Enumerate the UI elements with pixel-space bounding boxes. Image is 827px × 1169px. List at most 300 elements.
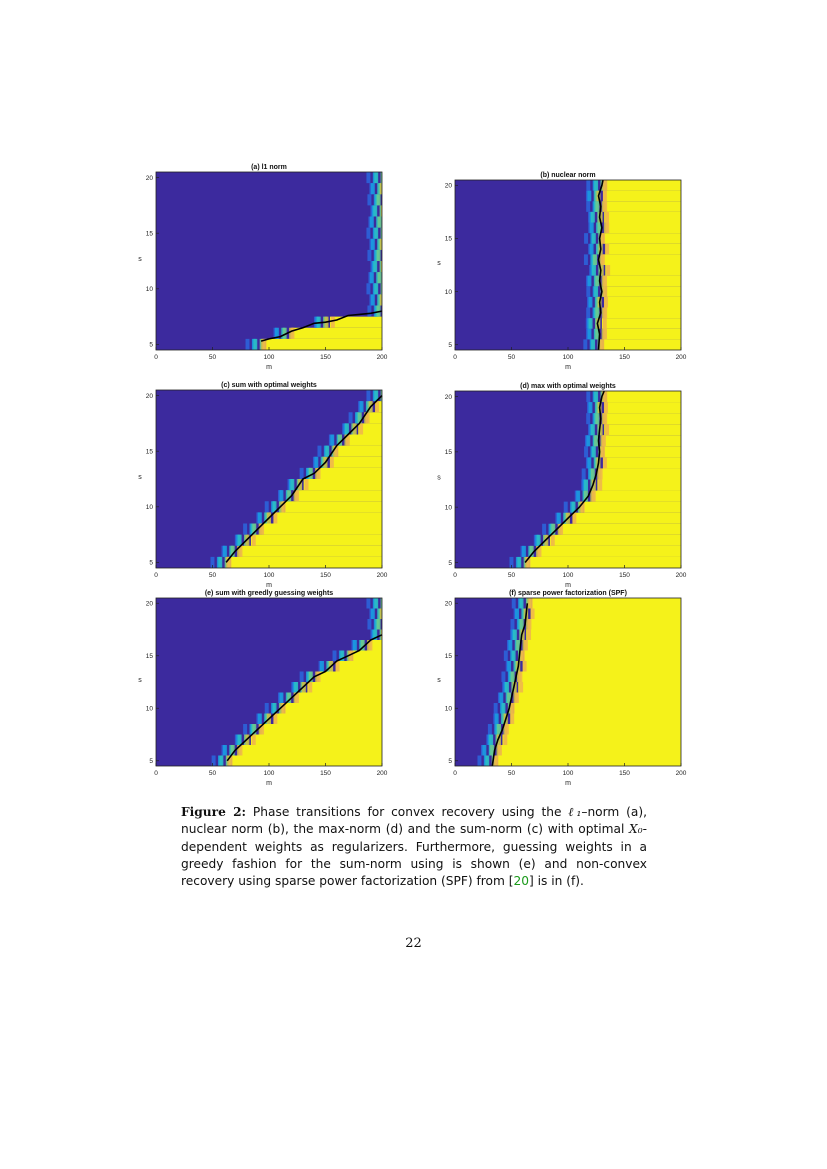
heatmap-cell-transition bbox=[586, 435, 590, 446]
heatmap-cell-transition bbox=[503, 735, 507, 746]
heatmap-cell-transition bbox=[542, 524, 546, 535]
heatmap-cell-high bbox=[605, 308, 681, 319]
heatmap-cell-transition bbox=[551, 535, 555, 546]
x-tick-label: 100 bbox=[562, 354, 574, 361]
heatmap-cell-transition bbox=[587, 457, 591, 468]
chart-b bbox=[437, 172, 687, 371]
heatmap-cell-transition bbox=[527, 630, 531, 641]
heatmap-cell-high bbox=[573, 513, 681, 524]
y-tick-label: 10 bbox=[145, 504, 153, 512]
heatmap-cell-transition bbox=[507, 661, 511, 672]
heatmap-cell-transition bbox=[246, 339, 250, 350]
heatmap-cell-high bbox=[330, 457, 382, 468]
x-tick-label: 50 bbox=[208, 770, 217, 777]
heatmap-cell-transition bbox=[243, 524, 247, 535]
heatmap-cell-transition bbox=[366, 390, 370, 401]
heatmap-cell-transition bbox=[584, 254, 588, 265]
heatmap-cell-high bbox=[601, 468, 681, 479]
heatmap-cell-transition bbox=[367, 194, 371, 205]
chart-title: (f) sparse power factorization (SPF) bbox=[509, 590, 627, 597]
heatmap-cell-transition bbox=[499, 693, 503, 704]
y-tick-label: 15 bbox=[145, 448, 153, 456]
heatmap-cell-transition bbox=[374, 283, 378, 294]
heatmap-cell-transition bbox=[604, 297, 608, 308]
heatmap-cell-transition bbox=[366, 598, 370, 609]
heatmap-cell-transition bbox=[488, 724, 492, 735]
x-tick-label: 100 bbox=[562, 572, 574, 579]
x-tick-label: 0 bbox=[154, 770, 158, 777]
heatmap-cell-high bbox=[262, 524, 382, 535]
heatmap-cell-transition bbox=[290, 328, 294, 339]
heatmap-cell-high bbox=[605, 265, 681, 276]
heatmap-cell-transition bbox=[601, 446, 605, 457]
heatmap-cell-transition bbox=[223, 546, 227, 557]
heatmap-cell-transition bbox=[586, 391, 590, 402]
heatmap-cell-transition bbox=[602, 435, 606, 446]
x-tick-label: 100 bbox=[263, 770, 275, 777]
caption-text-3: -dependent weights as regularizers. Furthermore, guessing weights in a greedy fashion for the sum-norm using is shown (e) and non-convex recovery using sparse power factorization (SPF) from [ bbox=[181, 822, 647, 889]
y-axis-label: s bbox=[437, 474, 441, 482]
heatmap-cell-transition bbox=[520, 619, 524, 630]
heatmap-cell-transition bbox=[595, 308, 599, 319]
heatmap-cell-transition bbox=[594, 435, 598, 446]
heatmap-cell-high bbox=[336, 661, 382, 672]
heatmap-cell-high bbox=[593, 491, 681, 502]
heatmap-cell-transition bbox=[377, 619, 381, 630]
heatmap-cell-transition bbox=[505, 682, 509, 693]
heatmap-cell-transition bbox=[353, 640, 357, 651]
y-tick-label: 20 bbox=[145, 600, 153, 608]
heatmap-cell-transition bbox=[605, 424, 609, 435]
heatmap-cell-high bbox=[604, 424, 681, 435]
heatmap-cell-high bbox=[319, 672, 382, 683]
heatmap-cell-transition bbox=[587, 276, 591, 287]
y-axis-label: s bbox=[138, 256, 142, 263]
heatmap-cell-high bbox=[296, 693, 382, 704]
y-tick-label: 5 bbox=[448, 559, 452, 567]
heatmap-cell-transition bbox=[519, 682, 523, 693]
heatmap-cell-transition bbox=[366, 283, 370, 294]
heatmap-cell-high bbox=[285, 703, 382, 714]
heatmap-cell-transition bbox=[603, 276, 607, 287]
heatmap-cell-transition bbox=[253, 339, 257, 350]
y-tick-label: 5 bbox=[149, 559, 153, 567]
x-tick-label: 0 bbox=[453, 354, 457, 361]
heatmap-cell-transition bbox=[518, 672, 522, 683]
page-number: 22 bbox=[405, 936, 422, 951]
heatmap-cell-transition bbox=[586, 413, 590, 424]
heatmap-cell-transition bbox=[592, 446, 596, 457]
heatmap-cell-transition bbox=[527, 619, 531, 630]
heatmap-cell-transition bbox=[504, 651, 508, 662]
heatmap-cell-transition bbox=[594, 391, 598, 402]
x-tick-label: 200 bbox=[376, 770, 388, 777]
x-axis-label: m bbox=[266, 364, 272, 371]
heatmap-cell-transition bbox=[606, 265, 610, 276]
heatmap-cell-transition bbox=[603, 180, 607, 191]
heatmap-cell-transition bbox=[498, 745, 502, 756]
heatmap-cell-transition bbox=[360, 401, 364, 412]
heatmap-cell-transition bbox=[513, 630, 517, 641]
x-tick-label: 50 bbox=[208, 572, 217, 579]
heatmap-cell-transition bbox=[370, 272, 374, 283]
heatmap-cell-transition bbox=[603, 191, 607, 202]
heatmap-cell-high bbox=[604, 297, 681, 308]
chart-title: (c) sum with optimal weights bbox=[221, 382, 317, 389]
heatmap-cell-transition bbox=[603, 286, 607, 297]
y-tick-label: 5 bbox=[448, 341, 452, 349]
x-tick-label: 0 bbox=[453, 572, 457, 579]
heatmap-cell-high bbox=[604, 329, 681, 340]
y-tick-label: 20 bbox=[444, 182, 452, 190]
heatmap-cell-high bbox=[602, 318, 681, 329]
heatmap-cell-transition bbox=[586, 308, 590, 319]
heatmap-cell-transition bbox=[511, 672, 515, 683]
x-axis-label: m bbox=[565, 780, 571, 787]
heatmap-cell-transition bbox=[330, 457, 334, 468]
heatmap-cell-transition bbox=[599, 468, 603, 479]
y-tick-label: 15 bbox=[145, 653, 153, 661]
heatmap-cell-transition bbox=[605, 212, 609, 223]
x-axis-label: m bbox=[266, 780, 272, 787]
heatmap-cell-transition bbox=[511, 703, 515, 714]
heatmap-cell-transition bbox=[591, 339, 595, 350]
heatmap-cell-transition bbox=[366, 228, 370, 239]
heatmap-cell-transition bbox=[601, 254, 605, 265]
chart-title: (a) l1 norm bbox=[251, 164, 287, 171]
heatmap-cell-transition bbox=[320, 661, 324, 672]
chart-title: (e) sum with greedly guessing weights bbox=[204, 590, 334, 597]
heatmap-cell-transition bbox=[371, 183, 375, 194]
chart-c bbox=[138, 382, 388, 589]
heatmap-cell-transition bbox=[314, 457, 318, 468]
heatmap-cell-transition bbox=[309, 468, 313, 479]
y-tick-label: 20 bbox=[145, 392, 153, 400]
heatmap-cell-transition bbox=[258, 512, 262, 523]
caption-text-2: –norm (a), nuclear norm (b), the max-norm (d) and the sum-norm (c) with optimal bbox=[181, 805, 648, 837]
x-tick-label: 0 bbox=[154, 572, 158, 579]
heatmap-cell-high bbox=[516, 693, 681, 704]
caption-math-x0: X₀ bbox=[629, 822, 643, 837]
heatmap-cell-transition bbox=[510, 714, 514, 725]
heatmap-cell-transition bbox=[589, 318, 593, 329]
heatmap-cell-high bbox=[605, 244, 681, 255]
heatmap-cell-high bbox=[532, 598, 681, 609]
chart-d bbox=[437, 383, 687, 589]
heatmap-cell-transition bbox=[265, 501, 269, 512]
heatmap-cell-high bbox=[251, 735, 382, 746]
heatmap-cell-high bbox=[232, 756, 382, 767]
heatmap-cell-transition bbox=[366, 172, 370, 183]
heatmap-cell-transition bbox=[524, 640, 528, 651]
y-tick-label: 10 bbox=[145, 705, 153, 713]
heatmap-cell-transition bbox=[325, 446, 329, 457]
heatmap-cell-transition bbox=[243, 724, 247, 735]
heatmap-cell-transition bbox=[330, 435, 334, 446]
heatmap-cell-high bbox=[510, 714, 681, 725]
y-tick-label: 5 bbox=[149, 758, 153, 766]
heatmap-cell-transition bbox=[529, 598, 533, 609]
heatmap-cell-transition bbox=[294, 682, 298, 693]
y-tick-label: 5 bbox=[448, 758, 452, 766]
x-tick-label: 150 bbox=[619, 770, 630, 777]
heatmap-cell-transition bbox=[258, 714, 262, 725]
heatmap-cell-transition bbox=[603, 201, 607, 212]
heatmap-cell-transition bbox=[374, 598, 378, 609]
y-tick-label: 15 bbox=[444, 449, 452, 457]
chart-f bbox=[437, 590, 687, 787]
heatmap-cell-transition bbox=[371, 239, 375, 250]
heatmap-cell-high bbox=[605, 413, 681, 424]
heatmap-cell-high bbox=[604, 402, 681, 413]
heatmap-cell-transition bbox=[593, 254, 597, 265]
heatmap-cell-high bbox=[262, 724, 382, 735]
x-tick-label: 50 bbox=[208, 354, 217, 361]
heatmap-cell-transition bbox=[367, 306, 371, 317]
heatmap-cell-transition bbox=[279, 490, 283, 501]
heatmap-cell-transition bbox=[594, 180, 598, 191]
heatmap-cell-transition bbox=[517, 557, 521, 568]
heatmap-cell-high bbox=[603, 191, 681, 202]
heatmap-cell-transition bbox=[377, 250, 381, 261]
x-axis-label: m bbox=[565, 364, 571, 371]
x-tick-label: 100 bbox=[263, 354, 275, 361]
heatmap-cell-transition bbox=[601, 233, 605, 244]
caption-text-4: ] is in (f). bbox=[529, 874, 584, 889]
heatmap-cell-transition bbox=[295, 490, 299, 501]
heatmap-cell-transition bbox=[477, 756, 481, 767]
heatmap-cell-high bbox=[231, 557, 382, 568]
heatmap-cell-transition bbox=[595, 276, 599, 287]
x-tick-label: 200 bbox=[675, 354, 687, 361]
heatmap-cell-high bbox=[240, 745, 382, 756]
heatmap-cell-transition bbox=[537, 535, 541, 546]
chart-e bbox=[138, 590, 388, 787]
heatmap-cell-transition bbox=[359, 423, 363, 434]
x-tick-label: 200 bbox=[675, 770, 687, 777]
heatmap-cell-transition bbox=[305, 479, 309, 490]
y-tick-label: 20 bbox=[145, 174, 153, 182]
heatmap-cell-high bbox=[368, 412, 382, 423]
heatmap-cell-transition bbox=[495, 714, 499, 725]
heatmap-cell-transition bbox=[219, 756, 223, 767]
heatmap-cell-high bbox=[240, 546, 382, 557]
heatmap-cell-high bbox=[498, 756, 681, 767]
x-tick-label: 200 bbox=[675, 572, 687, 579]
heatmap-cell-high bbox=[523, 661, 681, 672]
heatmap-cell-transition bbox=[591, 424, 595, 435]
heatmap-cell-transition bbox=[586, 180, 590, 191]
heatmap-cell-high bbox=[603, 339, 681, 350]
heatmap-cell-transition bbox=[371, 609, 375, 620]
heatmap-cell-transition bbox=[595, 201, 599, 212]
heatmap-cell-transition bbox=[531, 609, 535, 620]
heatmap-cell-transition bbox=[603, 308, 607, 319]
heatmap-cell-high bbox=[603, 435, 681, 446]
x-tick-label: 0 bbox=[453, 770, 457, 777]
heatmap-cell-transition bbox=[252, 735, 256, 746]
heatmap-cell-transition bbox=[308, 682, 312, 693]
x-tick-label: 200 bbox=[376, 354, 388, 361]
heatmap-cell-high bbox=[603, 457, 681, 468]
heatmap-cell-high bbox=[507, 724, 681, 735]
heatmap-cell-transition bbox=[505, 724, 509, 735]
heatmap-cell-high bbox=[296, 490, 382, 501]
x-tick-label: 100 bbox=[263, 572, 275, 579]
x-tick-label: 50 bbox=[507, 770, 516, 777]
x-tick-label: 150 bbox=[320, 354, 331, 361]
heatmap-cell-transition bbox=[238, 735, 242, 746]
x-axis-label: m bbox=[565, 582, 571, 589]
heatmap-cell-transition bbox=[592, 233, 596, 244]
heatmap-cell-transition bbox=[501, 703, 505, 714]
x-tick-label: 150 bbox=[619, 572, 630, 579]
heatmap-cell-high bbox=[526, 630, 681, 641]
heatmap-cell-transition bbox=[604, 402, 608, 413]
heatmap-cell-transition bbox=[522, 546, 526, 557]
heatmap-cell-high bbox=[604, 212, 681, 223]
heatmap-cell-transition bbox=[494, 703, 498, 714]
heatmap-cell-transition bbox=[300, 468, 304, 479]
heatmap-cell-transition bbox=[378, 272, 382, 283]
caption-text-1: Phase transitions for convex recovery using the bbox=[246, 805, 569, 819]
heatmap-cell-transition bbox=[279, 693, 283, 704]
heatmap-cell-transition bbox=[367, 619, 371, 630]
heatmap-cell-transition bbox=[605, 244, 609, 255]
y-tick-label: 20 bbox=[444, 600, 452, 608]
heatmap-cell-high bbox=[266, 339, 382, 350]
heatmap-cell-transition bbox=[586, 201, 590, 212]
heatmap-cell-transition bbox=[576, 491, 580, 502]
heatmap-cell-transition bbox=[367, 250, 371, 261]
heatmap-cell-high bbox=[605, 201, 681, 212]
heatmap-cell-high bbox=[604, 233, 681, 244]
heatmap-cell-transition bbox=[378, 217, 382, 228]
heatmap-cell-transition bbox=[523, 661, 527, 672]
caption-label: Figure 2: bbox=[181, 805, 247, 819]
heatmap-cell-transition bbox=[584, 233, 588, 244]
heatmap-cell-transition bbox=[515, 693, 519, 704]
heatmap-cell-high bbox=[530, 619, 681, 630]
heatmap-cell-high bbox=[347, 435, 382, 446]
y-tick-label: 15 bbox=[444, 653, 452, 661]
heatmap-cell-transition bbox=[300, 672, 304, 683]
heatmap-cell-transition bbox=[512, 651, 516, 662]
heatmap-cell-transition bbox=[345, 423, 349, 434]
caption-math-l1: ℓ₁ bbox=[568, 805, 582, 819]
heatmap-cell-high bbox=[307, 682, 382, 693]
heatmap-cell-transition bbox=[290, 479, 294, 490]
heatmap-cell-transition bbox=[592, 265, 596, 276]
heatmap-cell-transition bbox=[317, 672, 321, 683]
x-tick-label: 150 bbox=[320, 572, 331, 579]
heatmap-cell-transition bbox=[508, 640, 512, 651]
heatmap-cell-transition bbox=[373, 205, 377, 216]
heatmap-cell-transition bbox=[586, 286, 590, 297]
x-tick-label: 50 bbox=[507, 572, 516, 579]
heatmap-cell-transition bbox=[377, 194, 381, 205]
heatmap-cell-transition bbox=[521, 651, 525, 662]
y-tick-label: 15 bbox=[444, 235, 452, 243]
y-tick-label: 10 bbox=[444, 705, 452, 713]
y-tick-label: 20 bbox=[444, 393, 452, 401]
heatmap-cell-transition bbox=[485, 756, 489, 767]
heatmap-cell-transition bbox=[594, 286, 598, 297]
y-axis-label: s bbox=[437, 677, 441, 684]
heatmap-cell-transition bbox=[515, 609, 519, 620]
heatmap-cell-transition bbox=[592, 491, 596, 502]
heatmap-cell-transition bbox=[373, 261, 377, 272]
heatmap-cell-high bbox=[584, 502, 681, 513]
heatmap-cell-high bbox=[502, 735, 681, 746]
x-tick-label: 200 bbox=[376, 572, 388, 579]
heatmap-cell-high bbox=[292, 328, 382, 339]
heatmap-cell-high bbox=[285, 501, 382, 512]
chart-title: (b) nuclear norm bbox=[540, 172, 596, 179]
heatmap-cell-high bbox=[561, 524, 681, 535]
heatmap-cell-transition bbox=[349, 412, 353, 423]
heatmap-cell-transition bbox=[317, 446, 321, 457]
heatmap-cell-high bbox=[338, 446, 382, 457]
heatmap-cell-transition bbox=[590, 223, 594, 234]
y-axis-label: s bbox=[138, 474, 142, 481]
heatmap-cell-transition bbox=[590, 244, 594, 255]
heatmap-cell-transition bbox=[600, 339, 604, 350]
heatmap-cell-high bbox=[330, 317, 382, 328]
x-axis-label: m bbox=[266, 582, 272, 589]
heatmap-cell-transition bbox=[252, 535, 256, 546]
heatmap-cell-transition bbox=[501, 672, 505, 683]
x-tick-label: 150 bbox=[320, 770, 331, 777]
heatmap-cell-high bbox=[319, 468, 382, 479]
heatmap-cell-high bbox=[603, 254, 681, 265]
heatmap-cell-transition bbox=[595, 413, 599, 424]
heatmap-cell-transition bbox=[374, 228, 378, 239]
heatmap-cell-high bbox=[597, 480, 681, 491]
heatmap-cell-transition bbox=[582, 468, 586, 479]
heatmap-cell-high bbox=[274, 512, 382, 523]
y-tick-label: 10 bbox=[444, 288, 452, 296]
heatmap-cell-transition bbox=[591, 468, 595, 479]
heatmap-cell-high bbox=[251, 535, 382, 546]
heatmap-cell-high bbox=[525, 640, 681, 651]
x-tick-label: 100 bbox=[562, 770, 574, 777]
heatmap-cell-transition bbox=[603, 318, 607, 329]
heatmap-cell-transition bbox=[333, 651, 337, 662]
heatmap-cell-transition bbox=[603, 457, 607, 468]
heatmap-cell-high bbox=[531, 609, 681, 620]
heatmap-cell-transition bbox=[374, 172, 378, 183]
heatmap-cell-high bbox=[604, 276, 681, 287]
heatmap-cell-high bbox=[606, 391, 681, 402]
heatmap-cell-transition bbox=[603, 329, 607, 340]
heatmap-cell-high bbox=[604, 446, 681, 457]
heatmap-cell-transition bbox=[218, 557, 222, 568]
y-tick-label: 10 bbox=[145, 286, 153, 294]
heatmap-cell-high bbox=[606, 180, 681, 191]
heatmap-cell-high bbox=[274, 714, 382, 725]
heatmap-cell-high bbox=[524, 651, 681, 662]
heatmap-cell-high bbox=[304, 479, 382, 490]
heatmap-cell-high bbox=[514, 703, 681, 714]
heatmap-cell-transition bbox=[370, 217, 374, 228]
figure-caption bbox=[181, 804, 647, 890]
heatmap-cell-transition bbox=[494, 756, 498, 767]
heatmap-cell-transition bbox=[584, 446, 588, 457]
heatmap-cell-high bbox=[539, 546, 681, 557]
heatmap-cell-transition bbox=[564, 502, 568, 513]
caption-reference-link[interactable]: 20 bbox=[513, 874, 529, 889]
